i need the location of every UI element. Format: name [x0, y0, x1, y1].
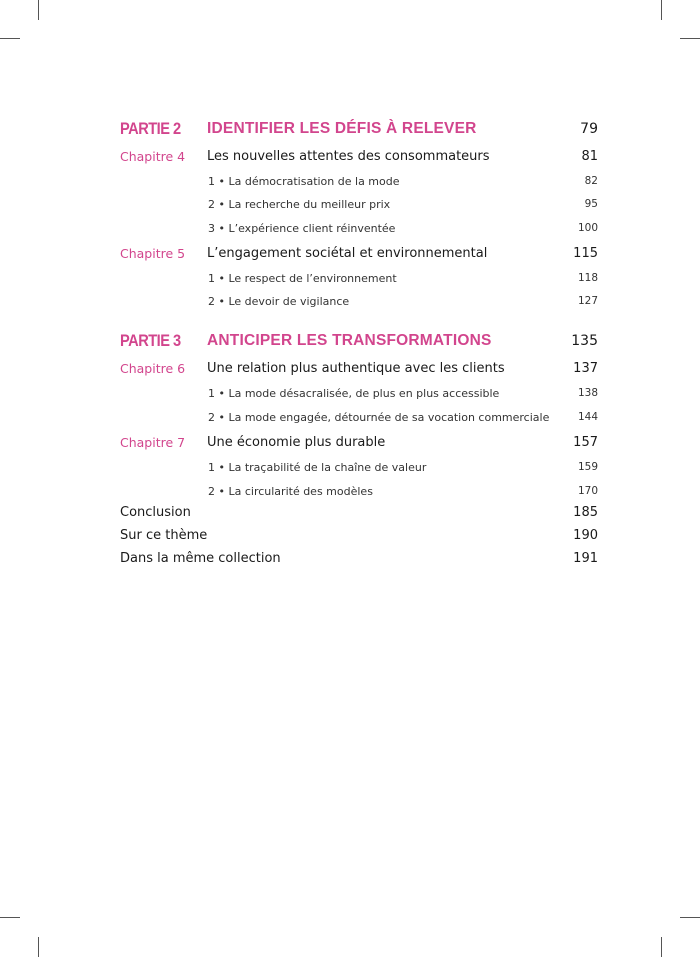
page-number: 170 [577, 485, 598, 497]
chapitre-label: Chapitre 6 [120, 361, 186, 376]
partie-title: ANTICIPER LES TRANSFORMATIONS [207, 332, 492, 349]
partie-label: PARTIE 2 [120, 119, 181, 138]
table-of-contents [120, 0, 598, 957]
page-number: 157 [573, 435, 598, 450]
section-title: 3 • L’expérience client réinventée [208, 222, 396, 235]
page-number: 127 [577, 295, 598, 307]
crop-mark [661, 937, 662, 957]
section-title: 1 • Le respect de l’environnement [208, 272, 397, 285]
page-number: 135 [571, 333, 598, 349]
page-number: 100 [577, 222, 598, 234]
crop-mark [0, 38, 20, 39]
page-number: 138 [577, 387, 598, 399]
section-title: 1 • La mode désacralisée, de plus en plus accessible [208, 387, 500, 400]
entry-title: Sur ce thème [120, 528, 208, 543]
page-number: 79 [580, 121, 598, 137]
page-number: 185 [573, 505, 598, 520]
crop-mark [0, 917, 20, 918]
page-number: 144 [577, 411, 598, 423]
chapitre-title: Une économie plus durable [207, 435, 386, 450]
partie-title: IDENTIFIER LES DÉFIS À RELEVER [207, 120, 477, 137]
section-title: 1 • La démocratisation de la mode [208, 175, 400, 188]
chapitre-label: Chapitre 5 [120, 246, 186, 261]
entry-title: Conclusion [120, 505, 191, 520]
section-title: 2 • La circularité des modèles [208, 485, 373, 498]
crop-mark [38, 0, 39, 20]
crop-mark [661, 0, 662, 20]
section-title: 2 • La recherche du meilleur prix [208, 198, 391, 211]
page-number: 191 [573, 551, 598, 566]
partie-label: PARTIE 3 [120, 331, 181, 350]
chapitre-label: Chapitre 4 [120, 149, 186, 164]
chapitre-title: Les nouvelles attentes des consommateurs [207, 149, 490, 164]
chapitre-label: Chapitre 7 [120, 435, 186, 450]
section-title: 2 • La mode engagée, détournée de sa vocation commerciale [208, 411, 550, 424]
crop-mark [680, 38, 700, 39]
page-number: 137 [573, 361, 598, 376]
crop-mark [38, 937, 39, 957]
page-number: 81 [581, 149, 598, 164]
page-number: 118 [577, 272, 598, 284]
chapitre-title: Une relation plus authentique avec les clients [207, 361, 505, 376]
page-number: 190 [573, 528, 598, 543]
section-title: 2 • Le devoir de vigilance [208, 295, 350, 308]
page-number: 95 [584, 198, 598, 210]
entry-title: Dans la même collection [120, 551, 281, 566]
page-number: 82 [584, 175, 598, 187]
crop-mark [680, 917, 700, 918]
section-title: 1 • La traçabilité de la chaîne de valeur [208, 461, 427, 474]
page-number: 115 [573, 246, 598, 261]
page-number: 159 [577, 461, 598, 473]
chapitre-title: L’engagement sociétal et environnemental [207, 246, 488, 261]
